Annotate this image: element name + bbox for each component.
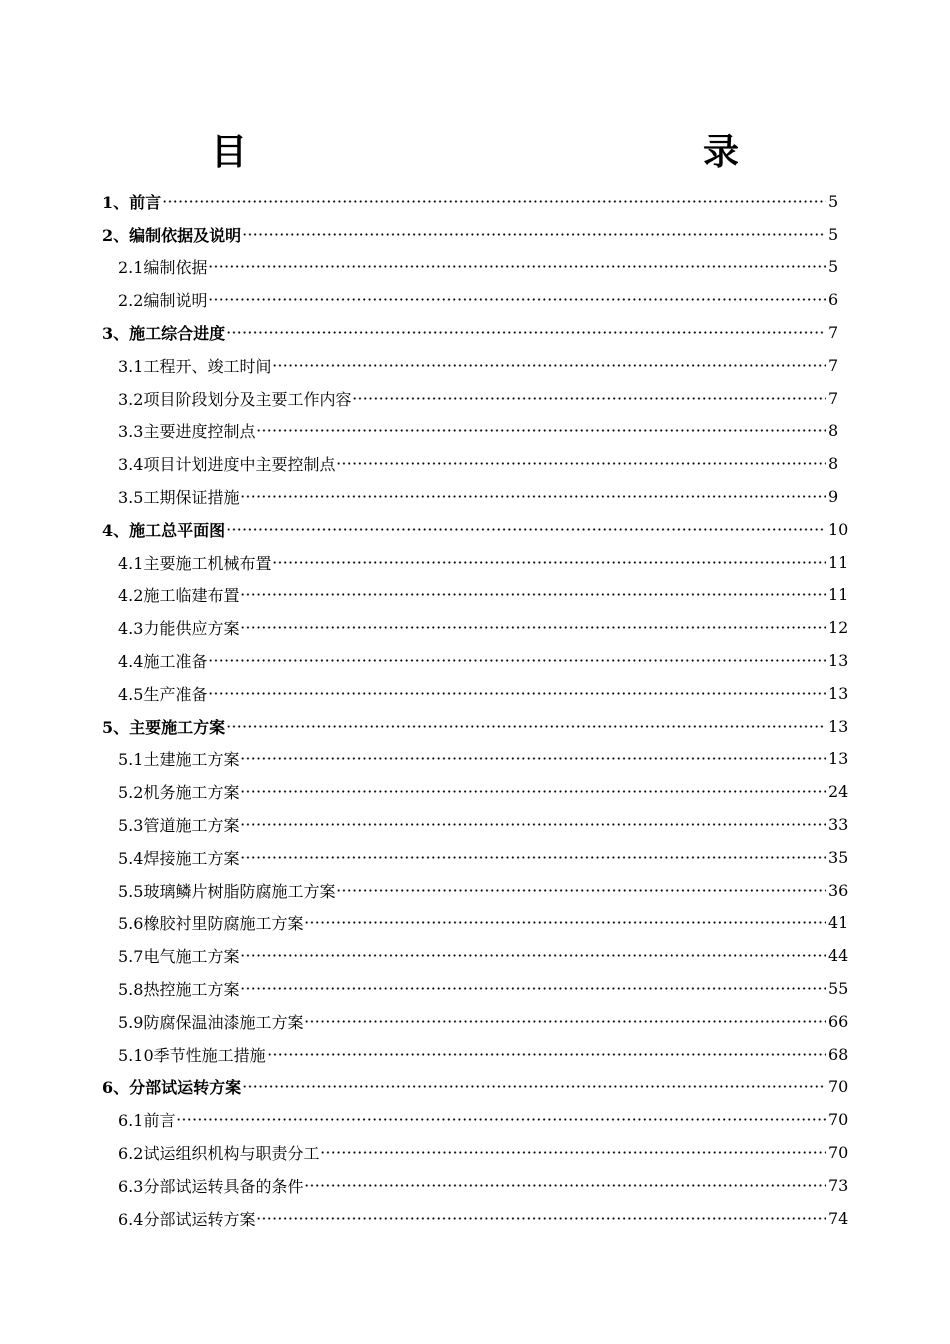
toc-chapter-entry[interactable] bbox=[0, 185, 950, 218]
toc-entry-label: 6、分部试运转方案 bbox=[102, 1078, 242, 1098]
toc-entry-label: 5.8热控施工方案 bbox=[118, 980, 240, 1000]
toc-dot-leader bbox=[208, 687, 826, 699]
toc-page-number: 7 bbox=[828, 355, 839, 375]
toc-dot-leader bbox=[272, 556, 826, 568]
toc-page-number: 66 bbox=[828, 1011, 849, 1031]
toc-dot-leader bbox=[242, 228, 826, 240]
table-of-contents bbox=[0, 185, 950, 1235]
toc-entry-label: 2.1编制依据 bbox=[118, 258, 208, 278]
toc-page-number: 6 bbox=[828, 290, 839, 310]
toc-entry-label: 4.1主要施工机械布置 bbox=[118, 553, 272, 573]
toc-entry-label: 3.1工程开、竣工时间 bbox=[118, 356, 272, 376]
toc-dot-leader bbox=[320, 1147, 826, 1159]
toc-dot-leader bbox=[256, 425, 826, 437]
toc-dot-leader bbox=[226, 327, 826, 339]
toc-dot-leader bbox=[240, 622, 826, 634]
toc-dot-leader bbox=[240, 589, 826, 601]
toc-entry-label: 3.2项目阶段划分及主要工作内容 bbox=[118, 389, 352, 409]
toc-dot-leader bbox=[240, 491, 826, 503]
toc-entry-label: 1、前言 bbox=[102, 192, 162, 212]
toc-entry-label: 5.7电气施工方案 bbox=[118, 947, 240, 967]
toc-dot-leader bbox=[242, 1081, 826, 1093]
toc-page-number: 41 bbox=[828, 913, 849, 933]
toc-dot-leader bbox=[336, 884, 826, 896]
toc-dot-leader bbox=[240, 786, 826, 798]
toc-entry-label: 5.6橡胶衬里防腐施工方案 bbox=[118, 914, 304, 934]
toc-page-number: 8 bbox=[828, 421, 839, 441]
toc-page-number: 44 bbox=[828, 946, 849, 966]
toc-dot-leader bbox=[352, 392, 826, 404]
toc-section-entry[interactable] bbox=[0, 644, 950, 677]
toc-entry-label: 3、施工综合进度 bbox=[102, 324, 226, 344]
toc-entry-label: 4、施工总平面图 bbox=[102, 520, 226, 540]
toc-section-entry[interactable] bbox=[0, 808, 950, 841]
toc-page-number: 68 bbox=[828, 1044, 849, 1064]
toc-page-number: 33 bbox=[828, 815, 849, 835]
toc-dot-leader bbox=[240, 983, 826, 995]
toc-page-number: 11 bbox=[828, 552, 849, 572]
toc-dot-leader bbox=[240, 950, 826, 962]
toc-dot-leader bbox=[226, 523, 826, 535]
toc-section-entry[interactable] bbox=[0, 841, 950, 874]
toc-dot-leader bbox=[240, 851, 826, 863]
toc-dot-leader bbox=[208, 261, 826, 273]
toc-section-entry[interactable] bbox=[0, 677, 950, 710]
toc-chapter-entry[interactable] bbox=[0, 710, 950, 743]
toc-title: 目 录 bbox=[210, 131, 867, 173]
toc-section-entry[interactable] bbox=[0, 251, 950, 284]
toc-dot-leader bbox=[304, 1015, 826, 1027]
toc-page-number: 55 bbox=[828, 979, 849, 999]
toc-section-entry[interactable] bbox=[0, 415, 950, 448]
toc-section-entry[interactable] bbox=[0, 1169, 950, 1202]
toc-entry-label: 5.3管道施工方案 bbox=[118, 816, 240, 836]
toc-entry-label: 6.1前言 bbox=[118, 1111, 176, 1131]
toc-entry-label: 2.2编制说明 bbox=[118, 291, 208, 311]
toc-section-entry[interactable] bbox=[0, 546, 950, 579]
toc-dot-leader bbox=[256, 1212, 826, 1224]
toc-section-entry[interactable] bbox=[0, 382, 950, 415]
toc-page-number: 74 bbox=[828, 1208, 849, 1228]
toc-dot-leader bbox=[304, 917, 826, 929]
toc-page-number: 5 bbox=[828, 224, 839, 244]
toc-entry-label: 6.4分部试运转方案 bbox=[118, 1209, 256, 1229]
toc-page-number: 12 bbox=[828, 618, 849, 638]
toc-page-number: 9 bbox=[828, 487, 839, 507]
toc-section-entry[interactable] bbox=[0, 743, 950, 776]
toc-page-number: 10 bbox=[828, 519, 849, 539]
toc-page-number: 13 bbox=[828, 651, 849, 671]
toc-section-entry[interactable] bbox=[0, 349, 950, 382]
toc-section-entry[interactable] bbox=[0, 939, 950, 972]
toc-section-entry[interactable] bbox=[0, 480, 950, 513]
toc-page-number: 73 bbox=[828, 1175, 849, 1195]
toc-section-entry[interactable] bbox=[0, 1038, 950, 1071]
toc-page-number: 70 bbox=[828, 1143, 849, 1162]
toc-entry-label: 6.3分部试运转具备的条件 bbox=[118, 1176, 304, 1196]
toc-dot-leader bbox=[208, 655, 826, 667]
toc-chapter-entry[interactable] bbox=[0, 218, 950, 251]
toc-section-entry[interactable] bbox=[0, 1103, 950, 1136]
toc-entry-label: 4.2施工临建布置 bbox=[118, 586, 240, 606]
toc-section-entry[interactable] bbox=[0, 447, 950, 480]
toc-entry-label: 5.9防腐保温油漆施工方案 bbox=[118, 1012, 304, 1032]
toc-page-number: 70 bbox=[828, 1110, 849, 1130]
toc-entry-label: 5.1土建施工方案 bbox=[118, 750, 240, 770]
toc-page-number: 7 bbox=[828, 323, 839, 343]
toc-page-number: 5 bbox=[828, 191, 839, 211]
toc-dot-leader bbox=[240, 753, 826, 765]
toc-section-entry[interactable] bbox=[0, 1005, 950, 1038]
toc-dot-leader bbox=[176, 1114, 826, 1126]
toc-entry-label: 3.3主要进度控制点 bbox=[118, 422, 256, 442]
toc-section-entry[interactable] bbox=[0, 579, 950, 612]
toc-entry-label: 4.5生产准备 bbox=[118, 684, 208, 704]
toc-dot-leader bbox=[208, 294, 826, 306]
toc-entry-label: 4.3力能供应方案 bbox=[118, 619, 240, 639]
toc-page-number: 13 bbox=[828, 716, 849, 736]
toc-page-number: 8 bbox=[828, 454, 839, 474]
toc-entry-label: 5.2机务施工方案 bbox=[118, 783, 240, 803]
toc-chapter-entry[interactable] bbox=[0, 316, 950, 349]
toc-page-number: 35 bbox=[828, 847, 849, 867]
toc-entry-label: 5.5玻璃鳞片树脂防腐施工方案 bbox=[118, 881, 336, 901]
toc-dot-leader bbox=[162, 195, 826, 207]
toc-dot-leader bbox=[267, 1048, 826, 1060]
toc-section-entry[interactable] bbox=[0, 972, 950, 1005]
toc-page-number: 5 bbox=[828, 257, 839, 277]
toc-entry-label: 5、主要施工方案 bbox=[102, 717, 226, 737]
toc-chapter-entry[interactable] bbox=[0, 513, 950, 546]
toc-section-entry[interactable] bbox=[0, 611, 950, 644]
toc-entry-label: 6.2试运组织机构与职责分工 bbox=[118, 1144, 320, 1163]
toc-dot-leader bbox=[240, 819, 826, 831]
toc-entry-label: 2、编制依据及说明 bbox=[102, 225, 242, 245]
toc-chapter-entry[interactable] bbox=[0, 1071, 950, 1104]
toc-dot-leader bbox=[226, 720, 826, 732]
toc-section-entry[interactable] bbox=[0, 1136, 950, 1169]
toc-section-entry[interactable] bbox=[0, 775, 950, 808]
toc-page-number: 36 bbox=[828, 880, 849, 900]
toc-dot-leader bbox=[336, 458, 826, 470]
toc-entry-label: 5.4焊接施工方案 bbox=[118, 848, 240, 868]
toc-page-number: 7 bbox=[828, 388, 839, 408]
toc-page-number: 70 bbox=[828, 1077, 849, 1097]
toc-page-number: 13 bbox=[828, 683, 849, 703]
toc-dot-leader bbox=[272, 359, 826, 371]
toc-dot-leader bbox=[304, 1179, 826, 1191]
toc-page-number: 13 bbox=[828, 749, 849, 769]
toc-page-number: 24 bbox=[828, 782, 849, 802]
toc-section-entry[interactable] bbox=[0, 907, 950, 940]
toc-page-number: 11 bbox=[828, 585, 849, 605]
toc-entry-label: 5.10季节性施工措施 bbox=[118, 1045, 266, 1065]
toc-entry-label: 3.4项目计划进度中主要控制点 bbox=[118, 455, 336, 475]
toc-section-entry[interactable] bbox=[0, 283, 950, 316]
toc-section-entry[interactable] bbox=[0, 874, 950, 907]
toc-section-entry[interactable] bbox=[0, 1202, 950, 1235]
toc-entry-label: 4.4施工准备 bbox=[118, 652, 208, 672]
toc-entry-label: 3.5工期保证措施 bbox=[118, 488, 240, 508]
